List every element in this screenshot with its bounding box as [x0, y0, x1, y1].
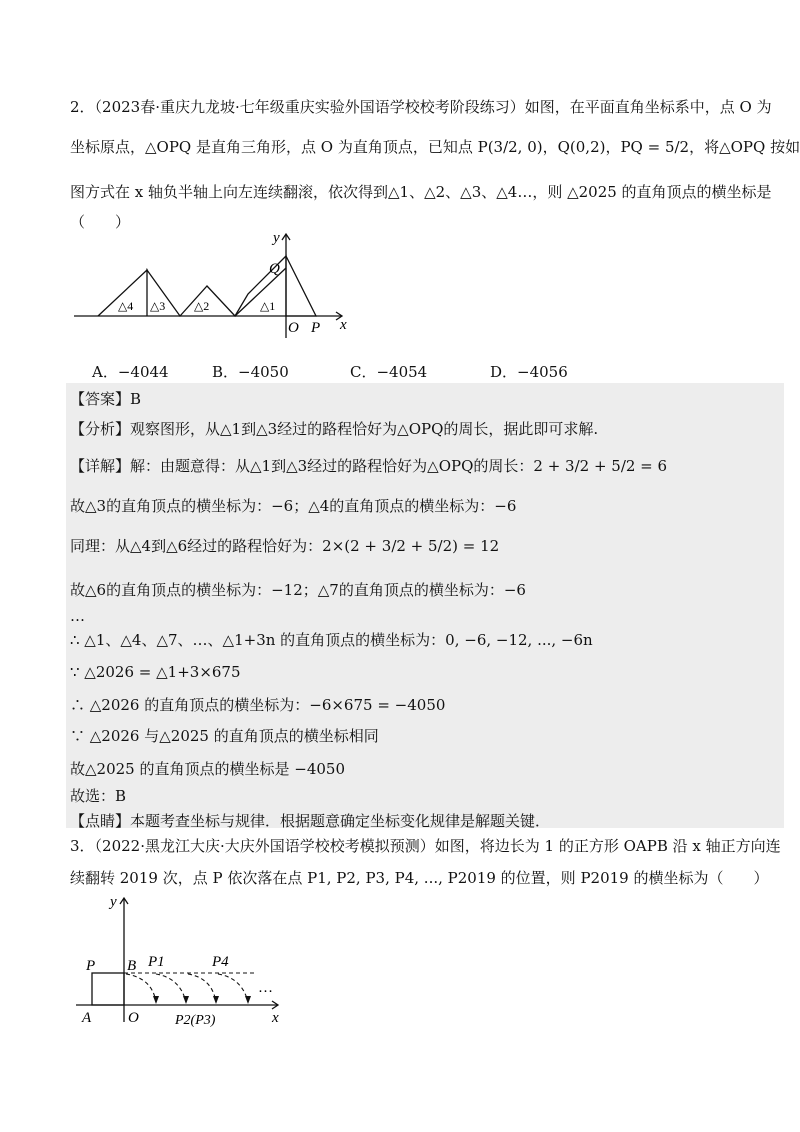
option-b-letter: B．: [212, 363, 239, 381]
q3-label-ellipsis: …: [258, 980, 273, 996]
q3-arrowhead-2: [183, 996, 189, 1004]
q3-label-a: A: [82, 1010, 92, 1026]
q2-label-p: P: [311, 320, 321, 336]
solution-detail-7: ∵ △2026 = △1+3×675: [70, 663, 241, 681]
option-a-value: −4044: [117, 363, 169, 381]
q2-label-t2: △2: [194, 299, 210, 313]
q3-label-y: y: [110, 894, 117, 910]
solution-choose: 故选：B: [70, 787, 127, 805]
solution-detail-4: 故△6的直角顶点的横坐标为：−12；△7的直角顶点的横坐标为：−6: [70, 581, 526, 599]
q3-label-b: B: [127, 958, 137, 974]
q3-label-x: x: [272, 1010, 279, 1026]
q2-answer-paren: （ ）: [70, 213, 131, 231]
q3-arc-1: [126, 974, 156, 1002]
q2-label-y: y: [273, 230, 280, 246]
option-c-letter: C．: [350, 363, 377, 381]
solution-detail-3: 同理：从△4到△6经过的路程恰好为：2×(2 + 3/2 + 5/2) = 12: [70, 537, 500, 555]
option-a[interactable]: [92, 361, 169, 382]
solution-detail-5: …: [70, 607, 85, 625]
q2-figure: [70, 228, 360, 343]
q2-label-t3: △3: [150, 299, 166, 313]
option-c-value: −4054: [376, 363, 428, 381]
q3-label-p1: P1: [148, 954, 165, 970]
solution-detail-2: 故△3的直角顶点的横坐标为：−6；△4的直角顶点的横坐标为：−6: [70, 497, 517, 515]
option-c[interactable]: [350, 361, 427, 382]
option-a-letter: A．: [92, 363, 118, 381]
q2-line3: 图方式在 x 轴负半轴上向左连续翻滚，依次得到△1、△2、△3、△4…，则 △2025 的直角顶点的横坐标是: [70, 183, 772, 201]
solution-detail-10: 故△2025 的直角顶点的横坐标是 −4050: [70, 760, 345, 778]
solution-detail-8: ∴ △2026 的直角顶点的横坐标为：−6×675 = −4050: [70, 696, 446, 714]
option-d-value: −4056: [517, 363, 568, 381]
q3-arrowhead-3: [213, 996, 219, 1004]
q2-line1: 2．（2023春·重庆九龙坡·七年级重庆实验外国语学校校考阶段练习）如图，在平面直角坐标系中，点 O 为: [70, 98, 772, 116]
q2-label-x: x: [340, 317, 347, 333]
q3-label-p: P: [86, 958, 96, 974]
option-b-value: −4050: [238, 363, 289, 381]
q2-line2: 坐标原点，△OPQ 是直角三角形，点 O 为直角顶点，已知点 P(3/2, 0)，Q(0,2)，PQ = 5/2，将△OPQ 按如: [70, 138, 800, 156]
q3-label-p2p3: P2(P3): [175, 1013, 216, 1028]
q3-arc-3: [188, 974, 216, 1002]
option-d-letter: D．: [490, 363, 518, 381]
solution-answer: 【答案】B: [70, 390, 142, 408]
solution-detail-1: 【详解】解：由题意得：从△1到△3经过的路程恰好为△OPQ的周长：2 + 3/2 + 5/2 = 6: [70, 457, 668, 475]
q2-label-q: Q: [269, 261, 280, 277]
q2-label-t1: △1: [260, 299, 276, 313]
q3-square: [92, 973, 124, 1005]
solution-detail-9: ∵ △2026 与△2025 的直角顶点的横坐标相同: [70, 727, 379, 745]
q2-label-t4: △4: [118, 299, 134, 313]
q3-label-p4: P4: [212, 954, 229, 970]
q3-line1: 3．（2022·黑龙江大庆·大庆外国语学校校考模拟预测）如图，将边长为 1 的正方形 OAPB 沿 x 轴正方向连: [70, 837, 781, 855]
q2-label-o: O: [288, 320, 299, 336]
option-b[interactable]: [212, 361, 289, 382]
solution-comment: 【点睛】本题考查坐标与规律．根据题意确定坐标变化规律是解题关键．: [70, 812, 551, 830]
solution-detail-6: ∴ △1、△4、△7、…、△1+3n 的直角顶点的横坐标为：0, −6, −12, ..., −6n: [70, 631, 593, 649]
q3-figure: [72, 890, 292, 1035]
q3-line2: 续翻转 2019 次，点 P 依次落在点 P1, P2, P3, P4, ..., P2019 的位置，则 P2019 的横坐标为（ ）: [70, 869, 769, 887]
q3-label-o: O: [128, 1010, 139, 1026]
q3-arc-2: [156, 974, 186, 1002]
q3-arc-4: [218, 974, 248, 1002]
option-d[interactable]: [490, 361, 568, 382]
solution-analysis: 【分析】观察图形，从△1到△3经过的路程恰好为△OPQ的周长，据此即可求解.: [70, 420, 599, 438]
q3-arrowhead-4: [245, 996, 251, 1004]
q3-arrowhead-1: [153, 996, 159, 1004]
